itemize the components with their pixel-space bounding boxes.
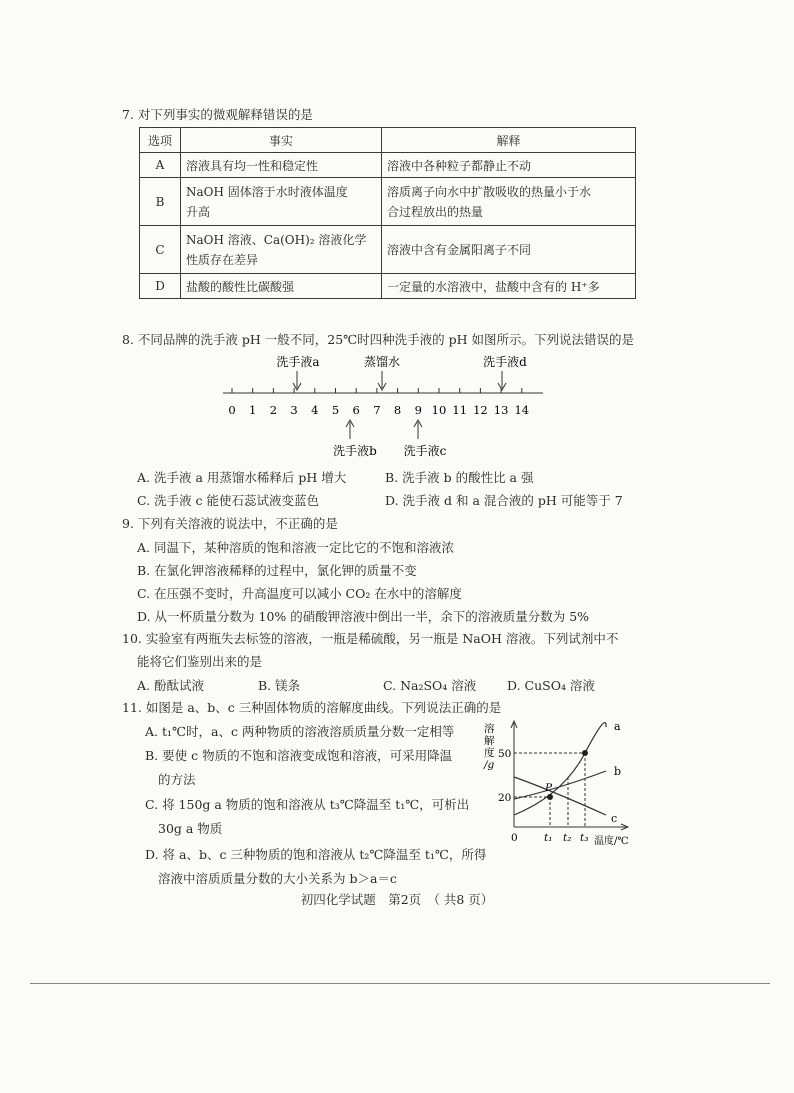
q10-option-c: C. Na₂SO₄ 溶液 bbox=[383, 678, 477, 693]
curve-label-c: c bbox=[611, 812, 618, 825]
row-fact: NaOH 溶液、Ca(OH)₂ 溶液化学 性质存在差异 bbox=[181, 226, 382, 274]
ph-tick-label: 2 bbox=[269, 403, 278, 417]
marker-label-c: 洗手液c bbox=[403, 444, 447, 458]
marker-label-a: 洗手液a bbox=[276, 355, 320, 369]
curve-label-a: a bbox=[614, 720, 621, 733]
table-header-explanation: 解释 bbox=[382, 128, 636, 153]
ph-tick-label: 11 bbox=[452, 403, 468, 417]
ph-tick-label: 7 bbox=[373, 403, 381, 417]
q11-stem: 11. 如图是 a、b、c 三种固体物质的溶解度曲线。下列说法正确的是 bbox=[122, 700, 502, 715]
ph-tick-label: 8 bbox=[393, 403, 402, 417]
row-explanation: 溶液中含有金属阳离子不同 bbox=[382, 226, 636, 274]
x-tick-t1: t₁ bbox=[544, 832, 553, 844]
q7-table bbox=[139, 127, 636, 299]
row-option: C bbox=[140, 226, 181, 274]
q9-option-b: B. 在氯化钾溶液稀释的过程中，氯化钾的质量不变 bbox=[137, 563, 417, 578]
ph-scale-figure bbox=[215, 352, 555, 462]
table-row bbox=[140, 153, 636, 178]
table-row bbox=[140, 178, 636, 226]
ph-tick-label: 4 bbox=[311, 403, 319, 417]
row-fact: NaOH 固体溶于水时液体温度 升高 bbox=[181, 178, 382, 226]
q11-option-d-cont: 溶液中溶质质量分数的大小关系为 b＞a＝c bbox=[158, 871, 397, 886]
ph-tick-label: 1 bbox=[249, 403, 257, 417]
q9-option-c: C. 在压强不变时，升高温度可以减小 CO₂ 在水中的溶解度 bbox=[137, 586, 462, 601]
q8-option-b: B. 洗手液 b 的酸性比 a 强 bbox=[385, 470, 534, 485]
marker-label-b: 洗手液b bbox=[333, 444, 377, 458]
origin-label: 0 bbox=[511, 832, 518, 844]
row-option: B bbox=[140, 178, 181, 226]
q10-option-b: B. 镁条 bbox=[258, 678, 301, 693]
q8-option-d: D. 洗手液 d 和 a 混合液的 pH 可能等于 7 bbox=[385, 493, 623, 508]
q10-stem-line1: 10. 实验室有两瓶失去标签的溶液，一瓶是稀硫酸，另一瓶是 NaOH 溶液。下列试剂中不 bbox=[122, 631, 619, 646]
ph-tick-label: 3 bbox=[290, 403, 298, 417]
q10-stem-line2: 能将它们鉴别出来的是 bbox=[137, 654, 263, 669]
table-row bbox=[140, 274, 636, 299]
table-header-option: 选项 bbox=[140, 128, 181, 153]
row-explanation: 溶液中各种粒子都静止不动 bbox=[382, 153, 636, 178]
q9-option-d: D. 从一杯质量分数为 10% 的硝酸钾溶液中倒出一半，余下的溶液质量分数为 5% bbox=[137, 609, 590, 624]
x-tick-t3: t₃ bbox=[580, 832, 589, 844]
row-fact: 溶液具有均一性和稳定性 bbox=[181, 153, 382, 178]
y-tick-20: 20 bbox=[498, 792, 512, 804]
ph-tick-label: 6 bbox=[352, 403, 360, 417]
marker-label-water: 蒸馏水 bbox=[363, 355, 401, 369]
q11-option-c-cont: 30g a 物质 bbox=[158, 821, 223, 836]
curve-label-b: b bbox=[614, 765, 622, 778]
y-label-4: /g bbox=[484, 759, 495, 771]
row-explanation: 一定量的水溶液中，盐酸中含有的 H⁺多 bbox=[382, 274, 636, 299]
q10-option-d: D. CuSO₄ 溶液 bbox=[507, 678, 595, 693]
scan-line bbox=[30, 983, 770, 984]
point-label-p: P bbox=[545, 782, 553, 794]
page-footer: 初四化学试题 第2页 （ 共8 页） bbox=[300, 892, 494, 907]
q11-option-b-cont: 的方法 bbox=[158, 772, 196, 787]
ph-tick-label: 9 bbox=[414, 403, 422, 417]
q11-option-a: A. t₁℃时，a、c 两种物质的溶液溶质质量分数一定相等 bbox=[145, 724, 455, 739]
row-option: D bbox=[140, 274, 181, 299]
curve-a bbox=[514, 723, 606, 815]
ph-tick-label: 10 bbox=[431, 403, 447, 417]
point-a-t3 bbox=[582, 750, 588, 756]
y-label-2: 解 bbox=[484, 735, 495, 747]
row-fact: 盐酸的酸性比碳酸强 bbox=[181, 274, 382, 299]
y-label-3: 度 bbox=[484, 747, 495, 759]
x-tick-t2: t₂ bbox=[563, 832, 572, 844]
y-tick-50: 50 bbox=[498, 748, 512, 760]
table-row bbox=[140, 226, 636, 274]
q10-option-a: A. 酚酞试液 bbox=[137, 678, 204, 693]
q9-stem: 9. 下列有关溶液的说法中，不正确的是 bbox=[122, 516, 338, 531]
solubility-graph bbox=[478, 715, 638, 850]
ph-tick-label: 13 bbox=[493, 403, 509, 417]
x-axis-label: 温度/℃ bbox=[594, 836, 629, 847]
y-label-1: 溶 bbox=[484, 723, 495, 735]
ph-tick-label: 0 bbox=[228, 403, 236, 417]
ph-tick-label: 14 bbox=[514, 403, 530, 417]
q8-option-c: C. 洗手液 c 能使石蕊试液变蓝色 bbox=[137, 493, 320, 508]
marker-label-d: 洗手液d bbox=[483, 355, 527, 369]
row-option: A bbox=[140, 153, 181, 178]
q11-option-c: C. 将 150g a 物质的饱和溶液从 t₃℃降温至 t₁℃，可析出 bbox=[145, 797, 470, 812]
q8-option-a: A. 洗手液 a 用蒸馏水稀释后 pH 增大 bbox=[137, 470, 347, 485]
q11-option-d: D. 将 a、b、c 三种物质的饱和溶液从 t₂℃降温至 t₁℃，所得 bbox=[145, 847, 487, 862]
row-explanation: 溶质离子向水中扩散吸收的热量小于水 合过程放出的热量 bbox=[382, 178, 636, 226]
ph-tick-label: 12 bbox=[473, 403, 488, 417]
table-header-fact: 事实 bbox=[181, 128, 382, 153]
q11-option-b: B. 要使 c 物质的不饱和溶液变成饱和溶液，可采用降温 bbox=[145, 748, 453, 763]
q8-stem: 8. 不同品牌的洗手液 pH 一般不同，25℃时四种洗手液的 pH 如图所示。下列说法错误的是 bbox=[122, 332, 634, 347]
point-p bbox=[547, 794, 553, 800]
q7-stem: 7. 对下列事实的微观解释错误的是 bbox=[122, 107, 313, 122]
ph-tick-label: 5 bbox=[331, 403, 340, 417]
q9-option-a: A. 同温下，某种溶质的饱和溶液一定比它的不饱和溶液浓 bbox=[137, 540, 454, 555]
